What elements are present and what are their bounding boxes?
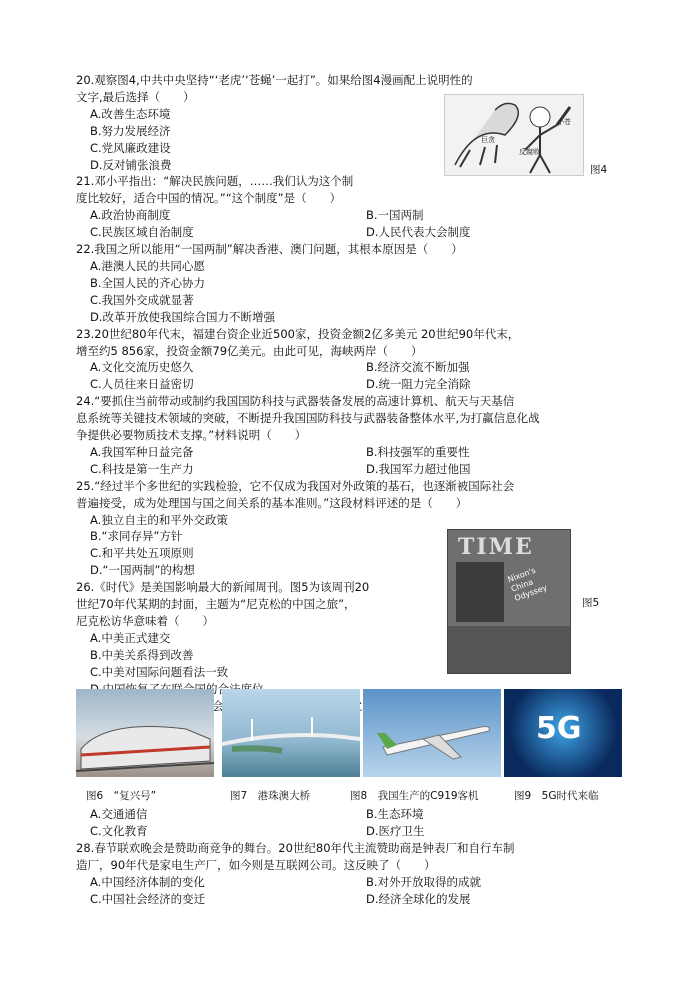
- figure-9-caption: 图9 5G时代来临: [514, 790, 599, 802]
- option: B.“求同存异”方针: [90, 529, 183, 544]
- question-text: 28.春节联欢晚会是赞助商竞争的舞台。20世纪80年代主流赞助商是钟表厂和自行车制: [76, 840, 515, 855]
- option: C.人员往来日益密切: [90, 377, 194, 392]
- option: C.和平共处五项原则: [90, 546, 194, 561]
- tiger-cartoon-icon: [445, 95, 583, 175]
- bridge-icon: [222, 689, 360, 777]
- 5g-badge: 5G: [536, 711, 582, 746]
- question-27-options: [76, 806, 628, 907]
- option: A.独立自主的和平外交政策: [90, 512, 228, 527]
- figure-4-label: 图4: [590, 164, 608, 176]
- figure-7-caption: 图7 港珠澳大桥: [230, 790, 311, 802]
- cartoon-label: 巨贪: [481, 136, 495, 144]
- option: C.文化教育: [90, 823, 148, 838]
- cartoon-label: 小苍: [557, 118, 571, 126]
- option: A.港澳人民的共同心愿: [90, 258, 205, 273]
- train-icon: [76, 689, 214, 777]
- option: B.努力发展经济: [90, 123, 171, 138]
- option: D.“一国两制”的构想: [90, 563, 195, 578]
- question-text: 22.我国之所以能用“一国两制”解决香港、澳门问题，其根本原因是（ ）: [76, 242, 463, 257]
- option: C.科技是第一生产力: [90, 461, 194, 476]
- option: D.经济全球化的发展: [366, 891, 471, 906]
- question-text: 23.20世纪80年代末，福建台资企业近500家，投资金额2亿多美元 20世纪90年代末，: [76, 326, 520, 341]
- option: A.中美正式建交: [90, 630, 171, 645]
- option: B.对外开放取得的成就: [366, 874, 482, 889]
- option: A.我国军种日益完备: [90, 444, 194, 459]
- figure-4-cartoon: [444, 94, 584, 176]
- option: A.改善生态环境: [90, 106, 171, 121]
- option: A.文化交流历史悠久: [90, 360, 194, 375]
- option: C.中国社会经济的变迁: [90, 891, 206, 906]
- question-text: 争提供必要物质技术支撑。”材料说明（ ）: [76, 428, 307, 443]
- question-24: [76, 393, 628, 478]
- option: C.中美对国际问题看法一致: [90, 664, 229, 679]
- option: D.反对铺张浪费: [90, 157, 172, 172]
- option: B.中美关系得到改善: [90, 647, 194, 662]
- figures-row: [76, 689, 622, 777]
- question-text: 息系统等关键技术领域的突破，不断提升我国国防科技与武器装备整体水平,为打赢信息化战: [76, 411, 540, 426]
- option: A.中国经济体制的变化: [90, 874, 205, 889]
- option: B.一国两制: [366, 208, 424, 223]
- question-text: 26.《时代》是美国影响最大的新闻周刊。图5为该周刊20: [76, 580, 370, 595]
- option: A.交通通信: [90, 807, 148, 821]
- option: C.党风廉政建设: [90, 140, 171, 155]
- figure-5-magazine-cover: [447, 529, 571, 674]
- question-text: 21.邓小平指出：“解决民族问题，……我们认为这个制: [76, 174, 354, 189]
- figure-8-photo: [363, 689, 501, 777]
- question-text: 度比较好，适合中国的情况。”“这个制度”是（ ）: [76, 191, 342, 206]
- question-text: 20.观察图4,中共中央坚持“‘老虎’‘苍蝇’一起打”。如果给图4漫画配上说明性的: [76, 73, 473, 87]
- figure-8-caption: 图8 我国生产的C919客机: [350, 790, 479, 802]
- figure-9-photo: [504, 689, 622, 777]
- airplane-icon: [363, 689, 501, 777]
- question-text: 造厂，90年代是家电生产厂，如今则是互联网公司。这反映了（ ）: [76, 857, 436, 872]
- option: B.全国人民的齐心协力: [90, 275, 206, 290]
- option: B.生态环境: [366, 807, 424, 821]
- question-text: 25.“经过半个多世纪的实践检验，它不仅成为我国对外政策的基石，也逐渐被国际社会: [76, 478, 515, 493]
- option: D.改革开放使我国综合国力不断增强: [90, 309, 276, 324]
- figure-5-label: 图5: [582, 597, 600, 609]
- figure-7-photo: [222, 689, 360, 777]
- question-text: 普遍接受，成为处理国与国之间关系的基本准则。”这段材料评述的是（ ）: [76, 495, 468, 510]
- cartoon-label: 反腐败: [519, 148, 540, 156]
- option: D.人民代表大会制度: [366, 225, 471, 240]
- question-text: 世纪70年代某期的封面，主题为“尼克松的中国之旅”，: [76, 597, 356, 612]
- question-text: 尼克松访华意味着（ ）: [76, 614, 214, 628]
- option: C.我国外交成就显著: [90, 292, 194, 307]
- option: D.统一阻力完全消除: [366, 377, 471, 392]
- question-28: [76, 840, 628, 908]
- question-23: [76, 326, 628, 394]
- figure-6-caption: 图6 “复兴号”: [86, 790, 157, 802]
- option: B.经济交流不断加强: [366, 360, 470, 375]
- option: B.科技强军的重要性: [366, 444, 470, 459]
- time-logo: TIME: [458, 534, 534, 560]
- question-text: 文字,最后选择（ ）: [76, 89, 195, 104]
- option: C.民族区域自治制度: [90, 225, 194, 240]
- question-text: 24.“要抓住当前带动或制约我国国防科技与武器装备发展的高速计算机、航天与天基信: [76, 394, 515, 409]
- option: A.政治协商制度: [90, 208, 171, 223]
- question-22: [76, 241, 628, 326]
- question-21: [76, 173, 628, 241]
- option: D.医疗卫生: [366, 823, 425, 838]
- cover-headline: Nixon's China Odyssey: [506, 565, 549, 604]
- figure-6-photo: [76, 689, 214, 777]
- question-text: 增至约5 856家，投资金额79亿美元。由此可见，海峡两岸（ ）: [76, 343, 423, 358]
- option: D.我国军力超过他国: [366, 461, 471, 476]
